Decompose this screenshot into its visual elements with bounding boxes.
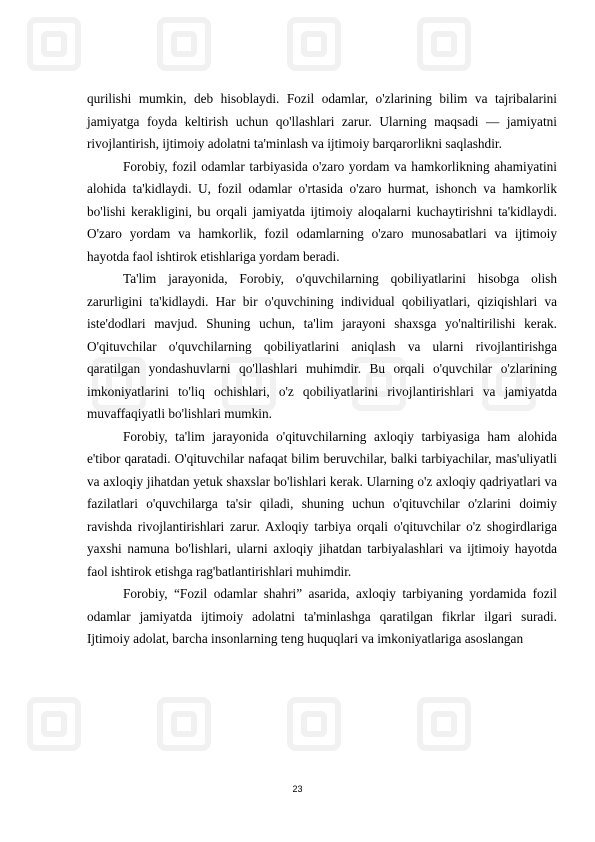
watermark-mark-11 [290, 700, 338, 748]
watermark-mark-10 [160, 700, 208, 748]
watermark-mark-9 [30, 700, 78, 748]
watermark-mark-1 [30, 20, 78, 68]
document-body [87, 88, 557, 651]
paragraph-3: Ta'lim jarayonida, Forobiy, o'quvchilarning qobiliyatlarini hisobga olish zarurligini ta'kidlaydi. Har bir o'quvchining individual qobiliyatlari, qiziqishlari va iste'dodlari mavjud. Shuning uchun, ta'lim jarayoni shaxsga yo'naltirilishi kerak. O'qituvchilar o'quvchilarning qobiliyatlarini aniqlash va ularni rivojlantirishga qaratilgan yondashuvlarni qo'llashlari muhimdir. Bu orqali o'quvchilar o'zlarining imkoniyatlarini to'liq ochishlari, o'z qobiliyatlarini rivojlantirishlari va jamiyatda muvaffaqiyatli bo'lishlari mumkin. [87, 271, 557, 421]
watermark-mark-2 [160, 20, 208, 68]
paragraph-4: Forobiy, ta'lim jarayonida o'qituvchilarning axloqiy tarbiyasiga ham alohida e'tibor qaratadi. O'qituvchilar nafaqat bilim beruvchilar, balki tarbiyachilar, mas'uliyatli va axloqiy jihatdan yetuk shaxslar bo'lishlari kerak. Ularning o'z axloqiy qadriyatlari va fazilatlari o'quvchilarga ta'sir qiladi, shuning uchun o'qituvchilar o'zlarini doimiy ravishda rivojlantirishlari zarur. Axloqiy tarbiya orqali o'qituvchilar o'z shogirdlariga yaxshi namuna bo'lishlari, ularni axloqiy jihatdan tarbiyalashlari va ijtimoiy hayotda faol ishtirok etishga rag'batlantirishlari muhimdir. [87, 428, 557, 579]
paragraph-1-continued: qurilishi mumkin, deb hisoblaydi. Fozil odamlar, o'zlarining bilim va tajribalarini jamiyatga foyda keltirish uchun qo'llashlari zarur. Ularning maqsadi — jamiyatni rivojlantirish, ijtimoiy adolatni ta'minlash va ijtimoiy barqarorlikni saqlashdir. [87, 91, 557, 151]
page-number: 23 [292, 784, 303, 794]
watermark-mark-4 [420, 20, 468, 68]
paragraph-5: Forobiy, “Fozil odamlar shahri” asarida, axloqiy tarbiyaning yordamida fozil odamlar jamiyatda ijtimoiy adolatni ta'minlashga qaratilgan fikrlar ilgari suradi. Ijtimoiy adolat, barcha insonlarning teng huquqlari va imkoniyatlariga asoslangan [87, 586, 557, 646]
watermark-mark-12 [420, 700, 468, 748]
watermark-mark-3 [290, 20, 338, 68]
paragraph-2: Forobiy, fozil odamlar tarbiyasida o'zaro yordam va hamkorlikning ahamiyatini alohida ta'kidlaydi. U, fozil odamlar o'rtasida o'zaro hurmat, ishonch va hamkorlik bo'lishi kerakligini, bu orqali jamiyatda ijtimoiy aloqalarni kuchaytirishni ta'kidlaydi. O'zaro yordam va hamkorlik, fozil odamlarning o'zaro munosabatlari va ijtimoiy hayotda faol ishtirok etishlariga yordam beradi. [87, 158, 557, 264]
